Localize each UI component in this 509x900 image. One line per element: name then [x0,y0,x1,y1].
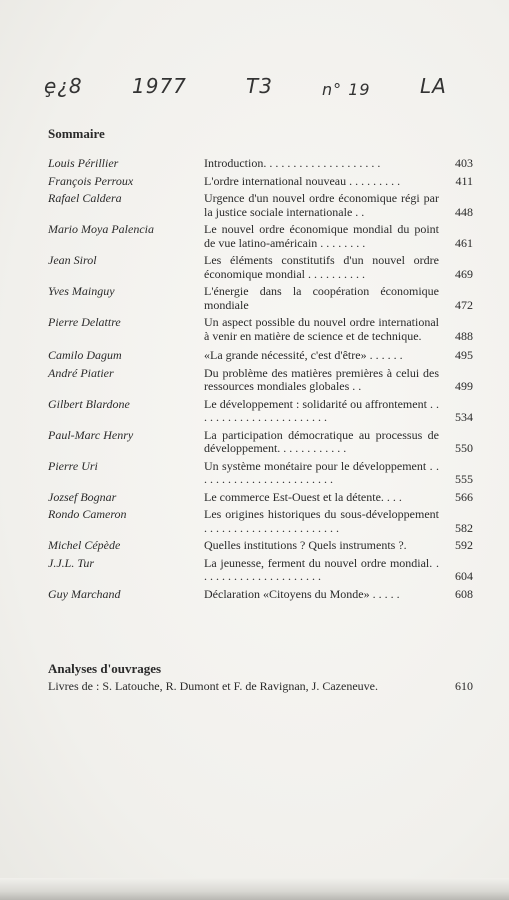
handwritten-volume: T3 [246,74,273,98]
toc-entry [48,285,473,312]
toc-title-text: L'ordre international nouveau . . . . . . . . . [204,173,401,188]
toc-title-text: Du problème des matières premières à celui des ressources mondiales globales . . [204,365,439,393]
toc-author: Michel Cépède [48,538,121,552]
toc-title-text: Un aspect possible du nouvel ordre international à venir en matière de science et de technique. [204,315,439,343]
toc-entry [48,588,473,602]
toc-title [204,254,473,281]
toc-title [204,398,473,425]
toc-title-text: Un système monétaire pour le développement . . . . . . . . . . . . . . . . . . . . . . . . [204,458,439,486]
toc-page-number: 608 [455,586,473,601]
toc-title [204,316,473,343]
toc-author: Jean Sirol [48,253,97,267]
toc-title-text: Déclaration «Citoyens du Monde» . . . . . [204,586,400,601]
toc-entry [48,539,473,553]
toc-author: Paul-Marc Henry [48,427,134,442]
toc-entry [48,398,473,425]
toc-entry [48,508,473,535]
toc-author: Yves Mainguy [48,284,115,298]
toc-page-number: 495 [455,348,473,362]
toc-title [204,460,473,487]
toc-page-number: 592 [455,538,473,552]
toc-title-text: Urgence d'un nouvel ordre économique régi par la justice sociale internationale . . [204,191,439,219]
toc-author: Gilbert Blardone [48,396,130,411]
toc-title [204,175,473,189]
table-of-contents [48,153,473,601]
toc-author: Pierre Delattre [48,315,121,329]
livres-entry [48,679,473,693]
toc-entry [48,429,473,456]
toc-entry [48,254,473,281]
toc-page-number: 472 [455,297,473,312]
toc-page-number: 550 [455,441,473,455]
toc-title [204,539,473,553]
toc-author: Jozsef Bognar [48,489,117,504]
toc-author: J.J.L. Tur [48,555,95,570]
toc-title-text: «La grande nécessité, c'est d'être» . . . . . . [204,348,403,362]
toc-title-text: L'énergie dans la coopération économique mondiale [204,284,439,312]
handwritten-year: 1977 [132,74,187,98]
toc-title [204,285,473,312]
toc-title-text: Introduction. . . . . . . . . . . . . . . . . . . . [204,156,381,170]
toc-entry [48,460,473,487]
toc-entry [48,349,473,363]
toc-title [204,588,473,602]
toc-page-number: 566 [455,489,473,504]
toc-page-number: 461 [455,235,473,250]
toc-title-text: Le développement : solidarité ou affrontement . . . . . . . . . . . . . . . . . . . . . . . [204,396,439,424]
toc-page-number: 448 [455,204,473,219]
toc-page-number: 582 [455,520,473,535]
toc-title [204,223,473,250]
analyses-title: Analyses d'ouvrages [48,661,162,676]
scan-edge [0,878,509,900]
handwritten-code: LA [420,74,447,98]
toc-entry [48,223,473,250]
toc-author: Mario Moya Palencia [48,222,154,236]
toc-page-number: 604 [455,569,473,583]
toc-title [204,429,473,456]
toc-title [204,157,473,171]
toc-page-number: 411 [455,173,473,188]
toc-entry [48,557,473,584]
toc-title-text: Quelles institutions ? Quels instruments ?. [204,538,407,552]
toc-page-number: 555 [455,472,473,486]
toc-author: Pierre Uri [48,458,98,473]
toc-author: Rondo Cameron [48,507,127,521]
toc-title-text: Le commerce Est-Ouest et la détente. . . . [204,489,402,504]
toc-title [204,367,473,394]
toc-page-number: 499 [455,379,473,393]
livres-page: 610 [455,679,473,693]
toc-entry [48,157,473,171]
toc-title [204,192,473,219]
toc-page-number: 534 [455,410,473,424]
toc-author: Rafael Caldera [48,191,122,205]
handwritten-note: ȩ¿8 [44,74,83,98]
toc-page-number: 469 [455,266,473,281]
toc-author: Guy Marchand [48,586,121,601]
toc-title-text: Le nouvel ordre économique mondial du point de vue latino-américain . . . . . . . . [204,222,439,250]
toc-title-text: La jeunesse, ferment du nouvel ordre mondial. . . . . . . . . . . . . . . . . . . . . . [204,555,439,583]
toc-author: André Piatier [48,365,114,380]
toc-page-number: 403 [455,156,473,170]
toc-title [204,491,473,505]
toc-author: Camilo Dagum [48,348,122,362]
toc-title [204,349,473,363]
toc-entry [48,367,473,394]
livres-text: Livres de : S. Latouche, R. Dumont et F. de Ravignan, J. Cazeneuve. [48,679,378,693]
handwritten-issue: n° 19 [322,80,371,99]
toc-author: François Perroux [48,173,134,188]
toc-entry [48,192,473,219]
toc-title-text: Les origines historiques du sous-développement . . . . . . . . . . . . . . . . . . . . . . . [204,507,439,535]
toc-entry [48,316,473,343]
toc-title [204,508,473,535]
sommaire-title: Sommaire [48,126,105,141]
toc-author: Louis Périllier [48,156,119,170]
toc-entry [48,491,473,505]
toc-page-number: 488 [455,328,473,343]
toc-title-text: La participation démocratique au processus de développement. . . . . . . . . . . . [204,427,439,455]
toc-entry [48,175,473,189]
toc-title-text: Les éléments constitutifs d'un nouvel ordre économique mondial . . . . . . . . . . [204,253,439,281]
toc-title [204,557,473,584]
